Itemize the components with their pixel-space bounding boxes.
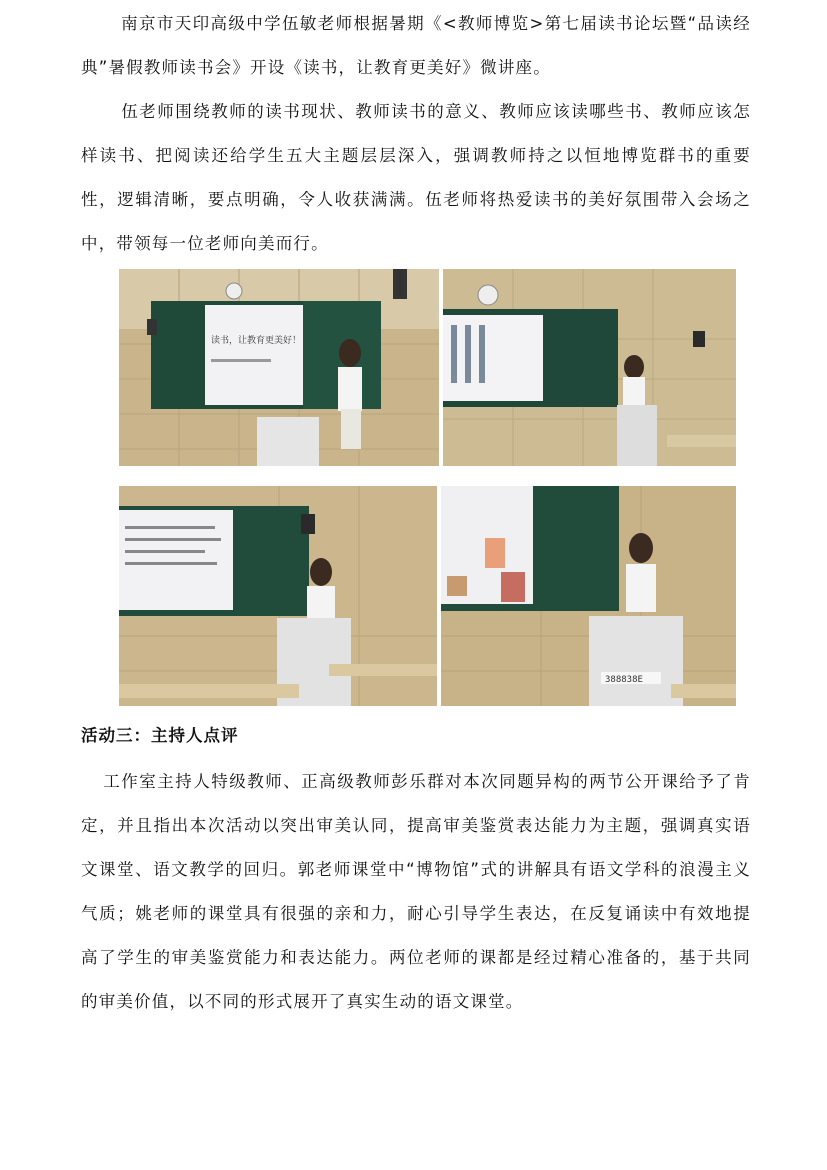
podium-label: 388838E	[605, 675, 643, 685]
lecture-paragraph: 伍老师围绕教师的读书现状、教师读书的意义、教师应该读哪些书、教师应该怎样读书、把阅读还给学生五大主题层层深入，强调教师持之以恒地博览群书的重要性，逻辑清晰，要点明确，令人收获满满。伍老师将热爱读书的美好氛围带入会场之中，带领每一位老师向美而行。	[81, 102, 751, 253]
lecture-photo-2	[443, 269, 736, 466]
section-heading: 活动三：主持人点评	[81, 726, 239, 745]
lecture-photo-4	[441, 486, 736, 706]
lecture-photo-3	[119, 486, 437, 706]
slide-title-text: 读书，让教育更美好！	[211, 336, 302, 346]
lecture-photo-1	[119, 269, 439, 466]
summary-paragraph: 工作室主持人特级教师、正高级教师彭乐群对本次同题异构的两节公开课给予了肯定，并且指出本次活动以突出审美认同，提高审美鉴赏表达能力为主题，强调真实语文课堂、语文教学的回归。郭老师课堂中“博物馆”式的讲解具有语文学科的浪漫主义气质；姚老师的课堂具有很强的亲和力，耐心引导学生表达，在反复诵读中有效地提高了学生的审美鉴赏能力和表达能力。两位老师的课都是经过精心准备的，基于共同的审美价值，以不同的形式展开了真实生动的语文课堂。	[81, 772, 751, 1011]
intro-paragraph: 南京市天印高级中学伍敏老师根据暑期《<教师博览>第七届读书论坛暨“品读经典”暑假教师读书会》开设《读书，让教育更美好》微讲座。	[81, 14, 751, 77]
